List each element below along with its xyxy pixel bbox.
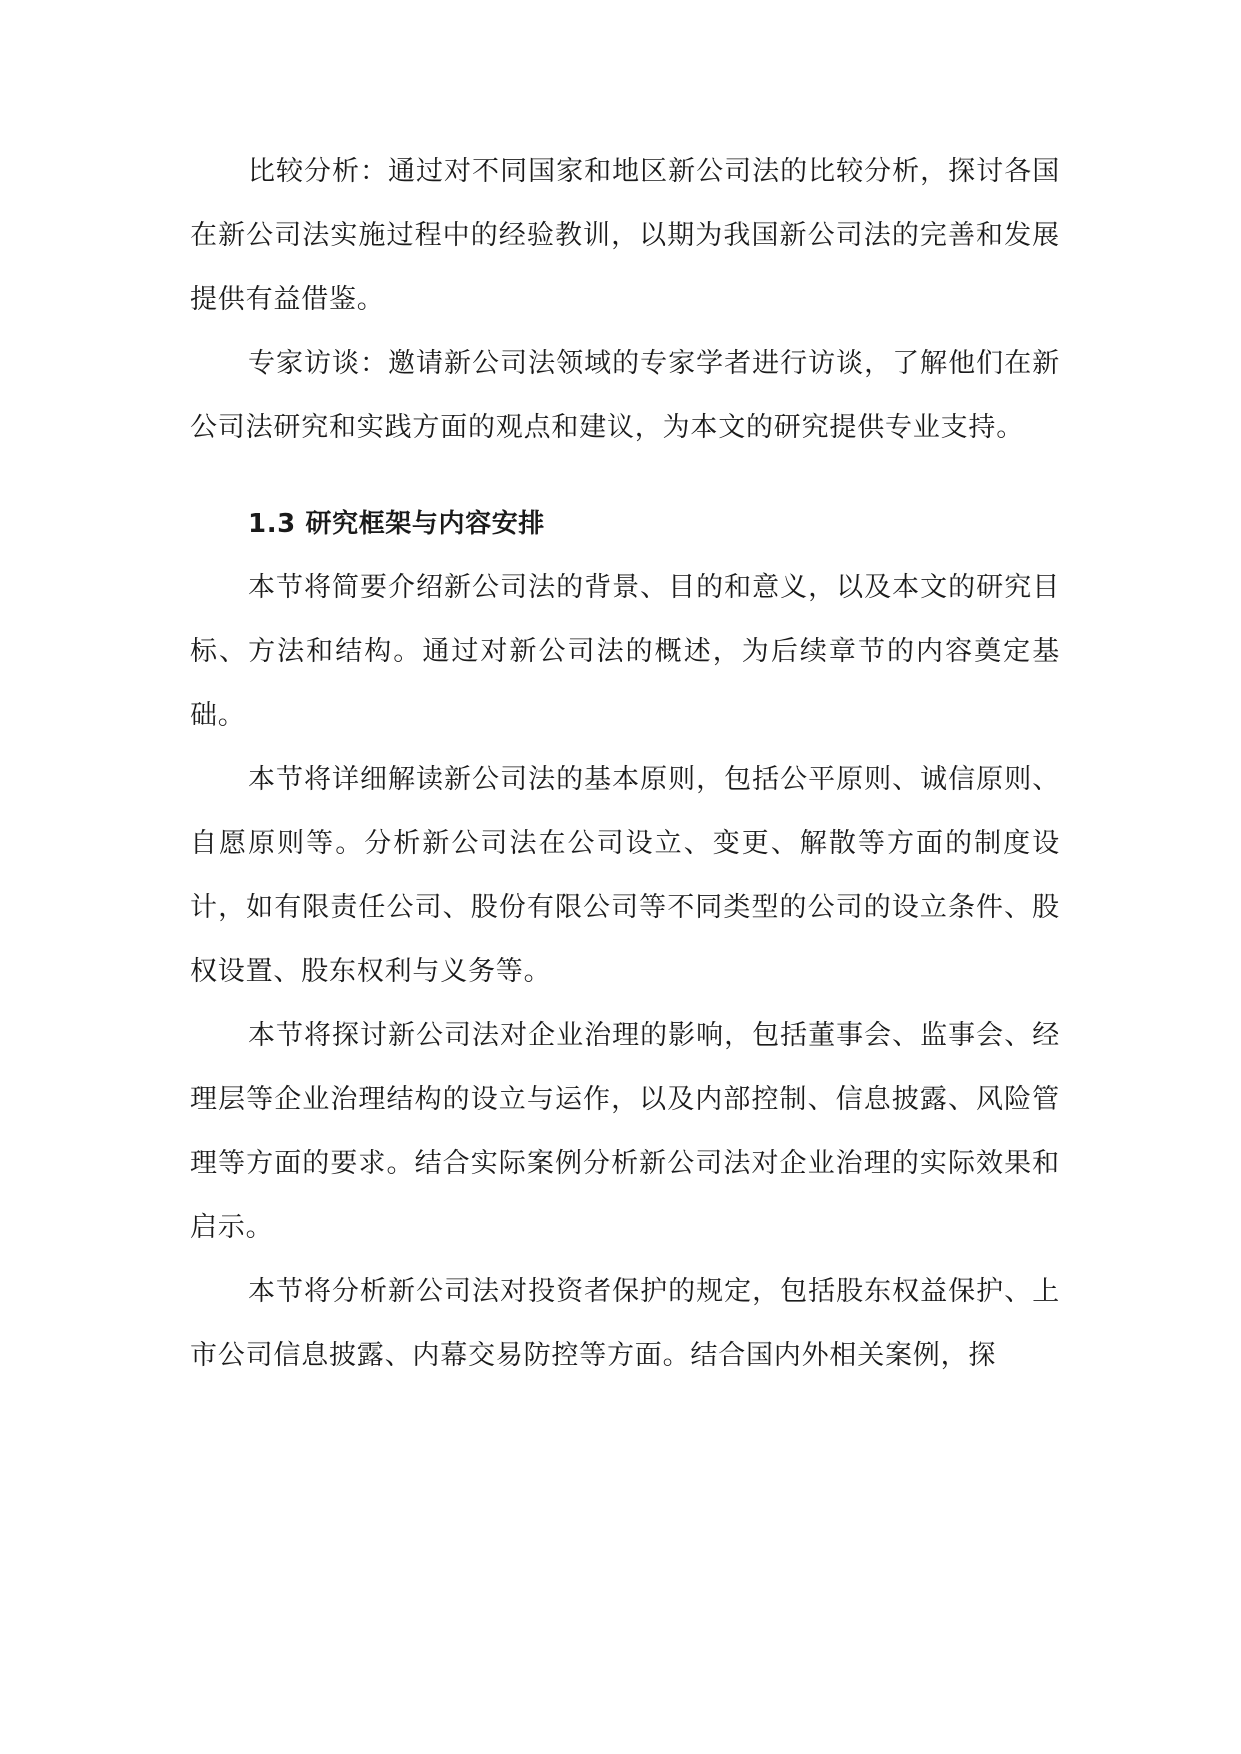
document-body [190,140,1060,1388]
paragraph-comparative-analysis: 比较分析：通过对不同国家和地区新公司法的比较分析，探讨各国在新公司法实施过程中的经验教训，以期为我国新公司法的完善和发展提供有益借鉴。 [190,156,1060,315]
paragraph-expert-interviews: 专家访谈：邀请新公司法领域的专家学者进行访谈，了解他们在新公司法研究和实践方面的观点和建议，为本文的研究提供专业支持。 [190,348,1060,443]
section-heading: 1.3 研究框架与内容安排 [248,509,545,539]
paragraph-investor-protection: 本节将分析新公司法对投资者保护的规定，包括股东权益保护、上市公司信息披露、内幕交易防控等方面。结合国内外相关案例，探 [190,1276,1060,1371]
paragraph-overview: 本节将简要介绍新公司法的背景、目的和意义，以及本文的研究目标、方法和结构。通过对新公司法的概述，为后续章节的内容奠定基础。 [190,572,1060,731]
paragraph-corporate-governance: 本节将探讨新公司法对企业治理的影响，包括董事会、监事会、经理层等企业治理结构的设立与运作，以及内部控制、信息披露、风险管理等方面的要求。结合实际案例分析新公司法对企业治理的实际效果和启示。 [190,1020,1060,1243]
paragraph-basic-principles: 本节将详细解读新公司法的基本原则，包括公平原则、诚信原则、自愿原则等。分析新公司法在公司设立、变更、解散等方面的制度设计，如有限责任公司、股份有限公司等不同类型的公司的设立条件、股权设置、股东权利与义务等。 [190,764,1060,987]
